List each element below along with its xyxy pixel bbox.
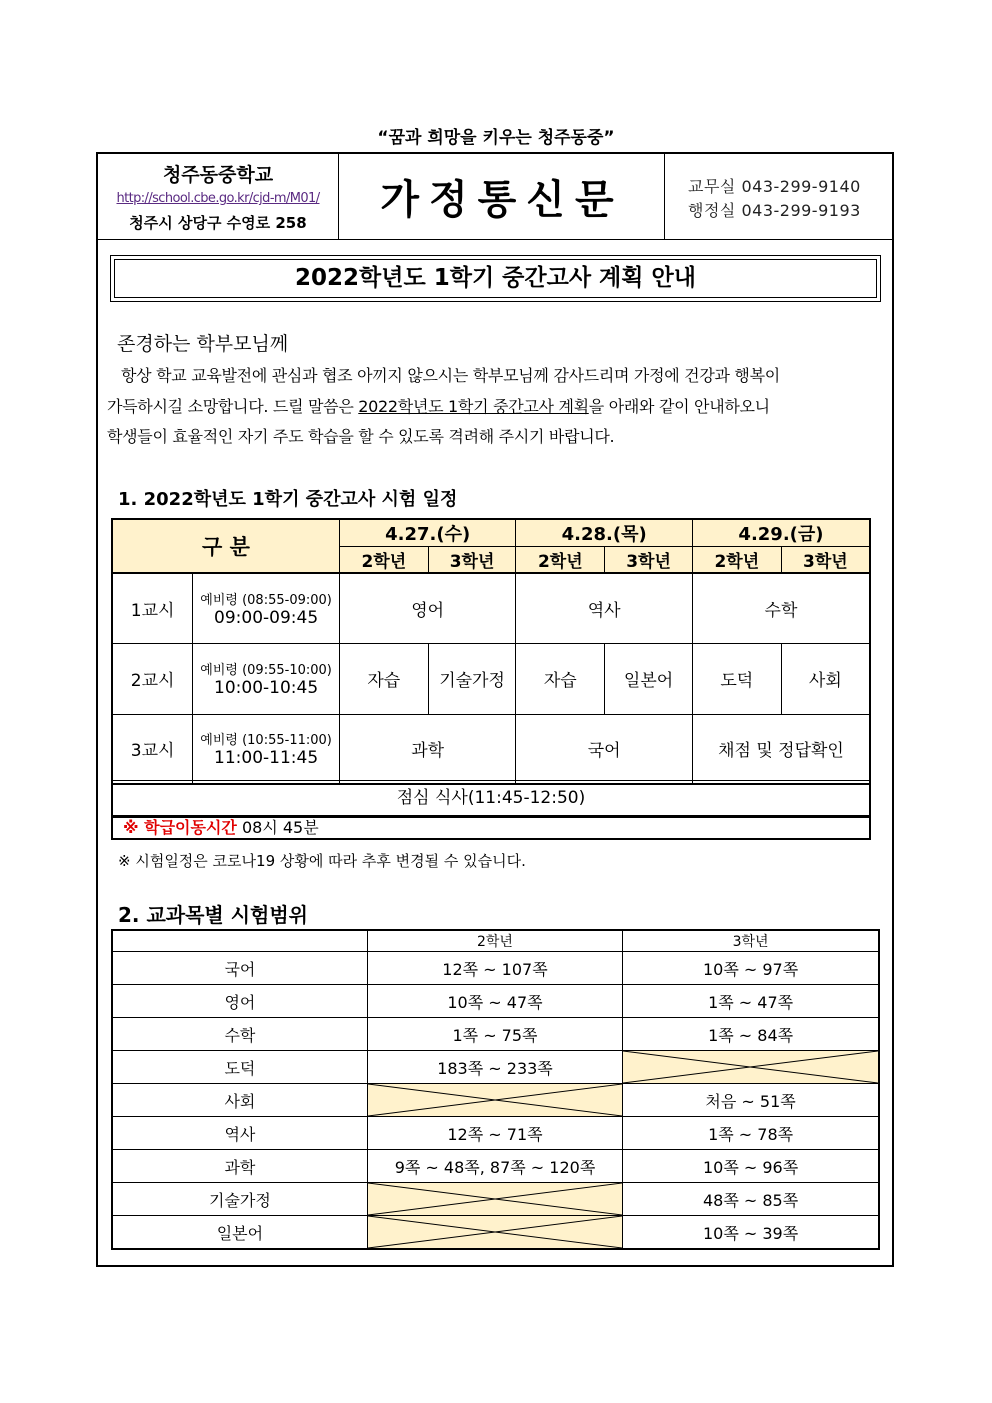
subject-cell: 일본어 — [605, 643, 693, 714]
school-name: 청주동중학교 — [162, 164, 274, 186]
exam-time: 09:00-09:45 — [214, 607, 319, 628]
header-divider — [96, 239, 894, 240]
newsletter-title: 가정통신문 — [380, 177, 624, 223]
subject-name: 역사 — [112, 1117, 367, 1150]
subject-cell: 수학 — [692, 573, 870, 643]
date-header: 4.28.(목) — [516, 519, 693, 547]
subject-name: 국어 — [112, 952, 367, 985]
range-header-blank — [112, 930, 367, 952]
subject-cell: 국어 — [516, 714, 693, 784]
section-2-title: 2. 교과목별 시험범위 — [118, 903, 308, 927]
class-move-label: ※ 학급이동시간 — [123, 818, 237, 837]
section-1-title: 1. 2022학년도 1학기 중간고사 시험 일정 — [118, 489, 458, 510]
body-underline-text: 2022학년도 1학기 중간고사 계획 — [358, 397, 589, 416]
date-header: 4.29.(금) — [692, 519, 870, 547]
subject-cell: 사회 — [781, 643, 870, 714]
range-grade2: 183쪽 ~ 233쪽 — [367, 1051, 622, 1084]
slogan: “꿈과 희망을 키우는 청주동중” — [377, 128, 615, 148]
body-text: 을 아래와 같이 안내하오니 — [588, 397, 770, 416]
subject-name: 도덕 — [112, 1051, 367, 1084]
subject-name: 과학 — [112, 1150, 367, 1183]
subject-cell: 영어 — [339, 573, 516, 643]
body-line-2 — [107, 394, 885, 417]
period-time — [193, 714, 340, 784]
grade-header: 3학년 — [781, 547, 870, 574]
range-grade2: 12쪽 ~ 107쪽 — [367, 952, 622, 985]
school-url-link[interactable]: http://school.cbe.go.kr/cjd-m/M01/ — [116, 191, 320, 206]
range-header-grade3: 3학년 — [623, 930, 879, 952]
grade-header: 3학년 — [605, 547, 693, 574]
range-grade3: 10쪽 ~ 96쪽 — [623, 1150, 879, 1183]
range-header-grade2: 2학년 — [367, 930, 622, 952]
prep-bell-time: 예비령 (08:55-09:00) — [200, 592, 332, 608]
period-label: 3교시 — [112, 714, 193, 784]
period-label: 2교시 — [112, 643, 193, 714]
lunch-row: 점심 식사(11:45-12:50) — [111, 780, 871, 816]
range-grade3: 1쪽 ~ 84쪽 — [623, 1018, 879, 1051]
subject-name: 영어 — [112, 985, 367, 1018]
school-address: 청주시 상당구 수영로 258 — [129, 214, 307, 232]
range-grade3: 10쪽 ~ 97쪽 — [623, 952, 879, 985]
header-divider — [664, 152, 665, 239]
schedule-note: ※ 시험일정은 코로나19 상황에 따라 추후 변경될 수 있습니다. — [118, 852, 526, 870]
exam-schedule-table — [111, 518, 871, 785]
date-header: 4.27.(수) — [339, 519, 516, 547]
not-applicable-cell — [367, 1183, 622, 1216]
subject-cell: 도덕 — [692, 643, 781, 714]
subject-name: 사회 — [112, 1084, 367, 1117]
subject-cell: 역사 — [516, 573, 693, 643]
exam-range-table — [111, 929, 880, 1250]
subject-cell: 기술가정 — [428, 643, 516, 714]
subject-name: 일본어 — [112, 1216, 367, 1250]
range-grade2: 10쪽 ~ 47쪽 — [367, 985, 622, 1018]
not-applicable-cell — [367, 1084, 622, 1117]
header-divider — [338, 152, 339, 239]
contact-office: 교무실 043-299-9140 — [688, 177, 861, 196]
grade-header: 2학년 — [339, 547, 428, 574]
subject-name: 수학 — [112, 1018, 367, 1051]
period-time — [193, 573, 340, 643]
exam-time: 11:00-11:45 — [214, 748, 319, 769]
period-time — [193, 643, 340, 714]
subject-cell: 자습 — [339, 643, 428, 714]
grade-header: 2학년 — [516, 547, 605, 574]
not-applicable-cell — [367, 1216, 622, 1250]
range-grade2: 9쪽 ~ 48쪽, 87쪽 ~ 120쪽 — [367, 1150, 622, 1183]
grade-header: 3학년 — [428, 547, 516, 574]
period-label: 1교시 — [112, 573, 193, 643]
subject-cell: 자습 — [516, 643, 605, 714]
subject-cell: 채점 및 정답확인 — [692, 714, 870, 784]
not-applicable-cell — [623, 1051, 879, 1084]
prep-bell-time: 예비령 (10:55-11:00) — [200, 733, 332, 749]
range-grade3: 1쪽 ~ 78쪽 — [623, 1117, 879, 1150]
body-line-1: 항상 학교 교육발전에 관심과 협조 아끼지 않으시는 학부모님께 감사드리며 가정에 건강과 행복이 — [121, 366, 780, 385]
class-move-time-row — [111, 816, 871, 840]
doc-title: 2022학년도 1학기 중간고사 계획 안내 — [114, 259, 877, 298]
schedule-corner-header: 구 분 — [112, 519, 339, 573]
exam-time: 10:00-10:45 — [214, 678, 319, 698]
prep-bell-time: 예비령 (09:55-10:00) — [200, 663, 332, 678]
body-text: 가득하시길 소망합니다. 드릴 말씀은 — [107, 397, 359, 416]
class-move-time: 08시 45분 — [241, 818, 319, 837]
range-grade2: 1쪽 ~ 75쪽 — [367, 1018, 622, 1051]
greeting: 존경하는 학부모님께 — [117, 333, 289, 355]
grade-header: 2학년 — [692, 547, 781, 574]
body-line-3: 학생들이 효율적인 자기 주도 학습을 할 수 있도록 격려해 주시기 바랍니다. — [107, 427, 615, 446]
range-grade2: 12쪽 ~ 71쪽 — [367, 1117, 622, 1150]
subject-name: 기술가정 — [112, 1183, 367, 1216]
range-grade3: 처음 ~ 51쪽 — [623, 1084, 879, 1117]
range-grade3: 10쪽 ~ 39쪽 — [623, 1216, 879, 1250]
range-grade3: 1쪽 ~ 47쪽 — [623, 985, 879, 1018]
subject-cell: 과학 — [339, 714, 516, 784]
contact-admin: 행정실 043-299-9193 — [688, 201, 861, 220]
range-grade3: 48쪽 ~ 85쪽 — [623, 1183, 879, 1216]
